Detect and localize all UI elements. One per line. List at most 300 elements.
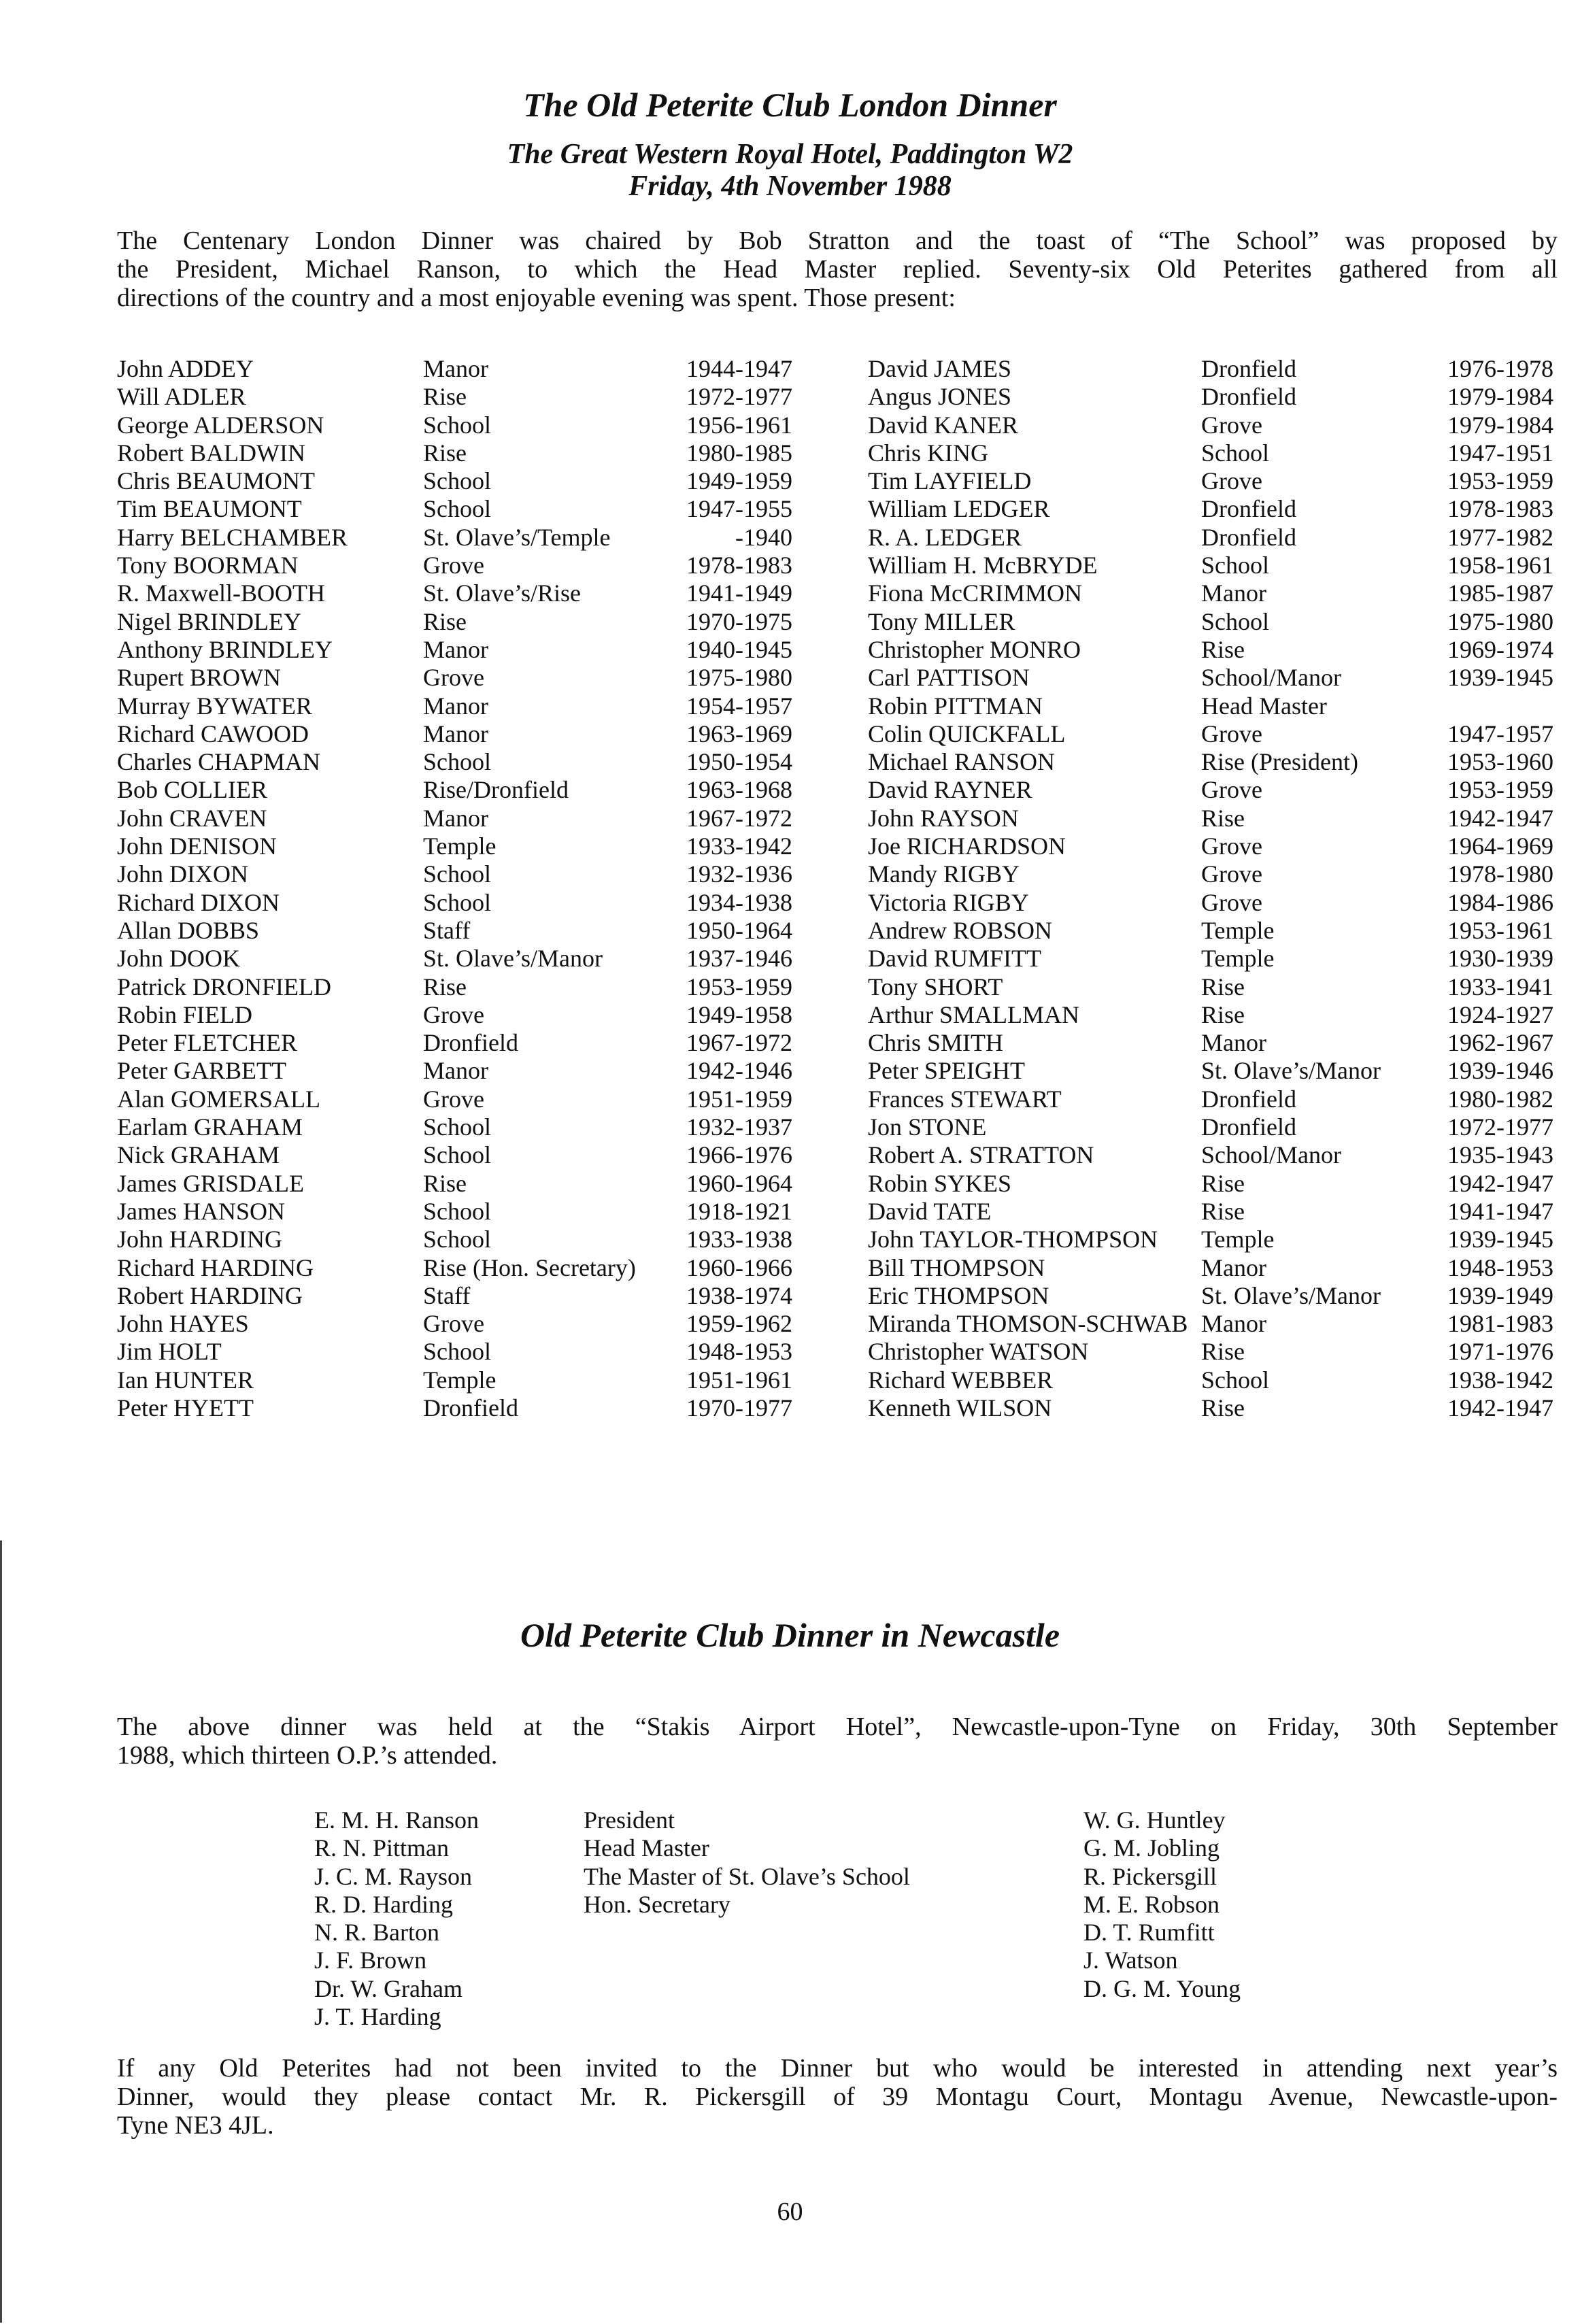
attendee-years: 1950-1964: [686, 916, 792, 944]
attendee-name: Peter HYETT: [117, 1394, 254, 1421]
attendee-years: 1941-1947: [1447, 1197, 1553, 1225]
attendee-name: Andrew ROBSON: [868, 916, 1053, 944]
newcastle-names-right: [1083, 1806, 1241, 2003]
attendee-row: [868, 1001, 1553, 1029]
attendee-house: Rise: [1201, 1394, 1245, 1421]
attendee-list-left: [117, 355, 792, 1422]
attendee-name: J. F. Brown: [314, 1947, 427, 1974]
attendee-name: G. M. Jobling: [1083, 1834, 1220, 1862]
attendee-name: Eric THOMPSON: [868, 1281, 1049, 1309]
attendee-years: 1933-1938: [686, 1226, 792, 1253]
attendee-years: 1947-1955: [686, 495, 792, 523]
attendee-name: David TATE: [868, 1197, 992, 1225]
attendee-years: 1972-1977: [686, 383, 792, 411]
attendee-name: David KANER: [868, 411, 1018, 439]
attendee-years: 1950-1954: [686, 748, 792, 776]
attendee-years: -1940: [735, 523, 792, 551]
attendee-house: Dronfield: [1201, 383, 1296, 411]
attendee-house: Rise: [1201, 635, 1245, 663]
attendee-name: R. Maxwell-BOOTH: [117, 579, 325, 607]
attendee-row: [868, 664, 1553, 692]
attendee-house: School/Manor: [1201, 664, 1341, 692]
attendee-years: 1947-1951: [1447, 439, 1553, 467]
attendee-name: J. Watson: [1083, 1947, 1178, 1974]
closing-line: Tyne NE3 4JL.: [117, 2111, 274, 2140]
attendee-years: 1951-1959: [686, 1085, 792, 1113]
closing-line: If any Old Peterites had not been invited to the Dinner but who would be interested in attending next year’s: [117, 2054, 1558, 2083]
attendee-name: Will ADLER: [117, 383, 246, 411]
attendee-name: N. R. Barton: [314, 1919, 439, 1947]
attendee-years: 1980-1985: [686, 439, 792, 467]
attendee-years: 1969-1974: [1447, 635, 1553, 663]
london-dinner-intro: [117, 226, 1558, 312]
attendee-house: School: [1201, 607, 1270, 635]
attendee-name: Ian HUNTER: [117, 1366, 254, 1394]
attendee-name: Richard DIXON: [117, 888, 280, 916]
attendee-row: [117, 1198, 792, 1226]
attendee-years: 1953-1959: [686, 973, 792, 1000]
attendee-row: [868, 467, 1553, 495]
attendee-years: 1954-1957: [686, 692, 792, 720]
attendee-years: 1948-1953: [686, 1338, 792, 1366]
london-dinner-venue: The Great Western Royal Hotel, Paddington W2: [507, 139, 1073, 170]
attendee-name: Victoria RIGBY: [868, 888, 1029, 916]
attendee-name: Robert A. STRATTON: [868, 1141, 1094, 1169]
attendee-name: Carl PATTISON: [868, 664, 1030, 692]
attendee-row: [868, 832, 1553, 860]
attendee-name: Arthur SMALLMAN: [868, 1000, 1079, 1028]
attendee-house: Manor: [423, 635, 488, 663]
attendee-name: John DENISON: [117, 832, 278, 860]
attendee-years: 1967-1972: [686, 1029, 792, 1057]
attendee-name: Richard CAWOOD: [117, 720, 309, 747]
attendee-row: [868, 1170, 1553, 1198]
attendee-years: 1979-1984: [1447, 383, 1553, 411]
attendee-house: Rise: [423, 607, 467, 635]
attendee-house: Head Master: [1201, 692, 1327, 720]
attendee-name: Anthony BRINDLEY: [117, 635, 333, 663]
attendee-house: St. Olave’s/Temple: [423, 523, 611, 551]
attendee-name: John HARDING: [117, 1226, 282, 1253]
attendee-name: Robin SYKES: [868, 1169, 1012, 1197]
attendee-row: [117, 1057, 792, 1085]
attendee-years: 1935-1943: [1447, 1141, 1553, 1169]
attendee-house: School: [423, 495, 492, 523]
attendee-row: [117, 1113, 792, 1141]
attendee-years: 1979-1984: [1447, 411, 1553, 439]
attendee-name: Murray BYWATER: [117, 692, 312, 720]
attendee-years: 1960-1964: [686, 1169, 792, 1197]
attendee-years: 1962-1967: [1447, 1029, 1553, 1057]
attendee-name: Alan GOMERSALL: [117, 1085, 320, 1113]
attendee-house: Dronfield: [423, 1394, 518, 1421]
attendee-row: [117, 1338, 792, 1366]
attendee-row: [868, 1338, 1553, 1366]
attendee-years: 1939-1945: [1447, 664, 1553, 692]
attendee-row: [868, 973, 1553, 1001]
attendee-house: Grove: [423, 552, 484, 579]
attendee-house: Rise: [423, 1169, 467, 1197]
newcastle-names-left: [314, 1806, 479, 2031]
attendee-name: Fiona McCRIMMON: [868, 579, 1083, 607]
attendee-name: Jon STONE: [868, 1113, 987, 1141]
attendee-house: School/Manor: [1201, 1141, 1341, 1169]
attendee-name: Richard HARDING: [117, 1253, 314, 1281]
attendee-name: R. A. LEDGER: [868, 523, 1022, 551]
attendee-house: School: [423, 1338, 492, 1366]
attendee-name: Rupert BROWN: [117, 664, 281, 692]
attendee-row: [117, 355, 792, 383]
attendee-house: Rise: [1201, 1000, 1245, 1028]
attendee-name: Michael RANSON: [868, 748, 1055, 776]
attendee-years: 1930-1939: [1447, 945, 1553, 973]
attendee-house: Dronfield: [1201, 355, 1296, 382]
attendee-name: Christopher MONRO: [868, 635, 1081, 663]
attendee-row: [868, 860, 1553, 888]
attendee-house: Staff: [423, 1281, 471, 1309]
attendee-name: Angus JONES: [868, 383, 1012, 411]
attendee-house: Dronfield: [423, 1029, 518, 1057]
attendee-row: [117, 1085, 792, 1113]
attendee-name: George ALDERSON: [117, 411, 324, 439]
attendee-name: John DOOK: [117, 945, 241, 973]
attendee-row: [868, 1085, 1553, 1113]
attendee-years: 1967-1972: [686, 804, 792, 832]
attendee-row: [868, 1226, 1553, 1253]
attendee-row: [117, 411, 792, 439]
attendee-name: Tony MILLER: [868, 607, 1015, 635]
attendee-house: Rise: [423, 439, 467, 467]
attendee-years: 1964-1969: [1447, 832, 1553, 860]
attendee-name: R. D. Harding: [314, 1890, 453, 1918]
attendee-row: [868, 805, 1553, 832]
attendee-name: Frances STEWART: [868, 1085, 1062, 1113]
attendee-row: [117, 1394, 792, 1422]
attendee-house: Grove: [1201, 888, 1262, 916]
attendee-years: 1937-1946: [686, 945, 792, 973]
attendee-years: 1981-1983: [1447, 1310, 1553, 1338]
attendee-name: Joe RICHARDSON: [868, 832, 1066, 860]
attendee-name: Chris BEAUMONT: [117, 467, 316, 495]
attendee-name: John RAYSON: [868, 804, 1019, 832]
attendee-row: [868, 439, 1553, 467]
attendee-years: 1975-1980: [686, 664, 792, 692]
attendee-name: Tim BEAUMONT: [117, 495, 302, 523]
attendee-house: School: [423, 467, 492, 495]
attendee-row: [117, 1254, 792, 1282]
attendee-row: [117, 579, 792, 607]
attendee-row: [117, 664, 792, 692]
attendee-name: Colin QUICKFALL: [868, 720, 1066, 747]
newcastle-dinner-intro: [117, 1713, 1558, 1770]
attendee-years: 1939-1945: [1447, 1226, 1553, 1253]
attendee-house: School: [423, 1141, 492, 1169]
attendee-name: Chris KING: [868, 439, 988, 467]
attendee-house: Grove: [423, 1000, 484, 1028]
attendee-name: R. Pickersgill: [1083, 1862, 1217, 1890]
attendee-row: [868, 411, 1553, 439]
attendee-house: Manor: [1201, 579, 1266, 607]
attendee-house: Manor: [423, 804, 488, 832]
attendee-house: School: [1201, 1366, 1270, 1394]
attendee-row: [117, 720, 792, 748]
attendee-row: [117, 1310, 792, 1338]
attendee-name: W. G. Huntley: [1083, 1806, 1226, 1834]
attendee-name: Tony SHORT: [868, 973, 1003, 1000]
attendee-house: Rise (President): [1201, 748, 1358, 776]
attendee-name: J. T. Harding: [314, 2003, 441, 2031]
attendee-house: Grove: [1201, 832, 1262, 860]
attendee-house: Dronfield: [1201, 523, 1296, 551]
attendee-years: 1980-1982: [1447, 1085, 1553, 1113]
attendee-house: Dronfield: [1201, 1113, 1296, 1141]
attendee-name: James GRISDALE: [117, 1169, 304, 1197]
attendee-years: 1953-1959: [1447, 776, 1553, 804]
attendee-name: Christopher WATSON: [868, 1338, 1089, 1366]
attendee-house: Grove: [1201, 411, 1262, 439]
attendee-house: St. Olave’s/Manor: [1201, 1281, 1381, 1309]
london-dinner-title: The Old Peterite Club London Dinner: [523, 86, 1057, 124]
attendee-house: Grove: [1201, 776, 1262, 804]
attendee-house: School: [423, 748, 492, 776]
attendee-house: School: [423, 1113, 492, 1141]
attendee-house: St. Olave’s/Rise: [423, 579, 581, 607]
attendee-row: [117, 889, 792, 917]
attendee-row: [868, 1029, 1553, 1057]
attendee-years: 1975-1980: [1447, 607, 1553, 635]
attendee-house: Grove: [1201, 720, 1262, 747]
attendee-name: Allan DOBBS: [117, 916, 260, 944]
attendee-name: John CRAVEN: [117, 804, 267, 832]
attendee-house: Manor: [423, 692, 488, 720]
attendee-name: John TAYLOR-THOMPSON: [868, 1226, 1158, 1253]
attendee-house: Manor: [423, 355, 488, 382]
attendee-row: [868, 1394, 1553, 1422]
attendee-years: [1432, 692, 1553, 720]
attendee-years: 1918-1921: [686, 1197, 792, 1225]
attendee-house: Grove: [423, 1085, 484, 1113]
attendee-years: 1947-1957: [1447, 720, 1553, 747]
attendee-row: [868, 1366, 1553, 1394]
attendee-house: Manor: [423, 720, 488, 747]
attendee-house: Manor: [423, 1057, 488, 1085]
attendee-house: Rise (Hon. Secretary): [423, 1253, 636, 1281]
attendee-row: [117, 439, 792, 467]
attendee-years: 1956-1961: [686, 411, 792, 439]
attendee-row: [868, 945, 1553, 973]
attendee-row: [117, 860, 792, 888]
attendee-house: Manor: [1201, 1253, 1266, 1281]
newcastle-roles: [584, 1806, 910, 1919]
attendee-house: Rise: [423, 973, 467, 1000]
attendee-house: Temple: [1201, 1226, 1275, 1253]
attendee-years: 1939-1946: [1447, 1057, 1553, 1085]
attendee-row: [117, 945, 792, 973]
attendee-row: [117, 805, 792, 832]
attendee-name: M. E. Robson: [1083, 1890, 1220, 1918]
attendee-name: Peter SPEIGHT: [868, 1057, 1025, 1085]
attendee-name: Tim LAYFIELD: [868, 467, 1032, 495]
attendee-name: Jim HOLT: [117, 1338, 222, 1366]
attendee-row: [868, 355, 1553, 383]
attendee-name: Harry BELCHAMBER: [117, 523, 348, 551]
attendee-role: Head Master: [584, 1834, 709, 1862]
attendee-row: [868, 1310, 1553, 1338]
attendee-name: William LEDGER: [868, 495, 1050, 523]
attendee-row: [117, 1366, 792, 1394]
attendee-years: 1942-1947: [1447, 1394, 1553, 1421]
attendee-name: Tony BOORMAN: [117, 552, 299, 579]
attendee-house: Rise/Dronfield: [423, 776, 569, 804]
attendee-years: 1984-1986: [1447, 888, 1553, 916]
page-number: 60: [777, 2197, 803, 2226]
attendee-house: School: [1201, 552, 1270, 579]
attendee-years: 1933-1942: [686, 832, 792, 860]
attendee-name: Robert HARDING: [117, 1281, 303, 1309]
attendee-years: 1972-1977: [1447, 1113, 1553, 1141]
attendee-row: [868, 776, 1553, 804]
attendee-name: David JAMES: [868, 355, 1012, 382]
attendee-row: [117, 917, 792, 945]
attendee-name: Dr. W. Graham: [314, 1974, 463, 2002]
attendee-years: 1948-1953: [1447, 1253, 1553, 1281]
attendee-role: Hon. Secretary: [584, 1890, 730, 1918]
attendee-house: Grove: [423, 664, 484, 692]
attendee-years: 1960-1966: [686, 1253, 792, 1281]
attendee-name: Chris SMITH: [868, 1029, 1004, 1057]
attendee-row: [117, 692, 792, 720]
attendee-row: [117, 1001, 792, 1029]
attendee-role: The Master of St. Olave’s School: [584, 1862, 910, 1890]
attendee-house: Grove: [1201, 860, 1262, 888]
attendee-row: [117, 1029, 792, 1057]
attendee-name: William H. McBRYDE: [868, 552, 1098, 579]
attendee-name: John ADDEY: [117, 355, 254, 382]
attendee-row: [117, 495, 792, 523]
attendee-house: Temple: [423, 1366, 497, 1394]
attendee-years: 1942-1946: [686, 1057, 792, 1085]
attendee-years: 1970-1975: [686, 607, 792, 635]
attendee-years: 1944-1947: [686, 355, 792, 382]
attendee-row: [868, 720, 1553, 748]
attendee-house: Rise: [1201, 1338, 1245, 1366]
attendee-row: [117, 608, 792, 636]
attendee-years: 1942-1947: [1447, 804, 1553, 832]
newcastle-dinner-title: Old Peterite Club Dinner in Newcastle: [520, 1616, 1060, 1654]
attendee-house: Dronfield: [1201, 1085, 1296, 1113]
attendee-house: St. Olave’s/Manor: [1201, 1057, 1381, 1085]
attendee-row: [117, 1170, 792, 1198]
attendee-name: John DIXON: [117, 860, 248, 888]
attendee-name: John HAYES: [117, 1310, 249, 1338]
attendee-row: [868, 579, 1553, 607]
attendee-row: [117, 1226, 792, 1253]
attendee-row: [868, 552, 1553, 579]
attendee-years: 1924-1927: [1447, 1000, 1553, 1028]
attendee-name: Mandy RIGBY: [868, 860, 1020, 888]
attendee-name: Peter GARBETT: [117, 1057, 286, 1085]
attendee-years: 1966-1976: [686, 1141, 792, 1169]
attendee-row: [868, 1254, 1553, 1282]
attendee-years: 1978-1980: [1447, 860, 1553, 888]
attendee-row: [117, 748, 792, 776]
attendee-house: Rise: [1201, 973, 1245, 1000]
attendee-name: Kenneth WILSON: [868, 1394, 1052, 1421]
attendee-row: [117, 1141, 792, 1169]
attendee-house: School: [1201, 439, 1270, 467]
intro-line: The above dinner was held at the “Stakis Airport Hotel”, Newcastle-upon-Tyne on Friday, 30th September: [117, 1713, 1558, 1741]
attendee-years: 1953-1961: [1447, 916, 1553, 944]
attendee-row: [117, 973, 792, 1001]
scan-margin-line: [0, 1540, 2, 2323]
attendee-years: 1951-1961: [686, 1366, 792, 1394]
attendee-row: [868, 1057, 1553, 1085]
attendee-house: Grove: [1201, 467, 1262, 495]
attendee-house: School: [423, 1197, 492, 1225]
attendee-house: Dronfield: [1201, 495, 1296, 523]
attendee-years: 1985-1987: [1447, 579, 1553, 607]
attendee-years: 1978-1983: [1447, 495, 1553, 523]
attendee-years: 1938-1942: [1447, 1366, 1553, 1394]
attendee-row: [117, 636, 792, 664]
attendee-row: [868, 636, 1553, 664]
attendee-row: [868, 748, 1553, 776]
attendee-name: Nigel BRINDLEY: [117, 607, 301, 635]
attendee-house: Temple: [423, 832, 497, 860]
attendee-house: Grove: [423, 1310, 484, 1338]
attendee-row: [868, 889, 1553, 917]
attendee-years: 1963-1968: [686, 776, 792, 804]
attendee-name: Richard WEBBER: [868, 1366, 1054, 1394]
attendee-years: 1938-1974: [686, 1281, 792, 1309]
attendee-name: E. M. H. Ranson: [314, 1806, 479, 1834]
attendee-name: Charles CHAPMAN: [117, 748, 321, 776]
attendee-house: Rise: [1201, 1169, 1245, 1197]
closing-line: Dinner, would they please contact Mr. R. Pickersgill of 39 Montagu Court, Montagu Avenue, Newcastle-upon-: [117, 2083, 1558, 2111]
attendee-row: [117, 524, 792, 552]
intro-line: the President, Michael Ranson, to which the Head Master replied. Seventy-six Old Peterites gathered from all: [117, 255, 1558, 284]
attendee-name: Patrick DRONFIELD: [117, 973, 331, 1000]
attendee-name: Robin FIELD: [117, 1000, 253, 1028]
attendee-years: 1958-1961: [1447, 552, 1553, 579]
attendee-name: Miranda THOMSON-SCHWAB: [868, 1310, 1188, 1338]
attendee-years: 1953-1959: [1447, 467, 1553, 495]
attendee-name: Robin PITTMAN: [868, 692, 1043, 720]
attendee-row: [117, 467, 792, 495]
attendee-row: [868, 608, 1553, 636]
attendee-years: 1953-1960: [1447, 748, 1553, 776]
attendee-years: 1939-1949: [1447, 1281, 1553, 1309]
attendee-years: 1949-1958: [686, 1000, 792, 1028]
attendee-years: 1978-1983: [686, 552, 792, 579]
attendee-role: President: [584, 1806, 675, 1834]
attendee-house: School: [423, 888, 492, 916]
attendee-name: Peter FLETCHER: [117, 1029, 297, 1057]
attendee-row: [868, 1141, 1553, 1169]
intro-line: directions of the country and a most enjoyable evening was spent. Those present:: [117, 284, 956, 312]
attendee-house: Rise: [1201, 804, 1245, 832]
intro-line: The Centenary London Dinner was chaired by Bob Stratton and the toast of “The School” was proposed by: [117, 226, 1558, 255]
attendee-row: [868, 1282, 1553, 1310]
attendee-years: 1934-1938: [686, 888, 792, 916]
attendee-row: [868, 692, 1553, 720]
attendee-years: 1940-1945: [686, 635, 792, 663]
attendee-years: 1932-1937: [686, 1113, 792, 1141]
attendee-years: 1942-1947: [1447, 1169, 1553, 1197]
attendee-house: Temple: [1201, 945, 1275, 973]
attendee-name: David RAYNER: [868, 776, 1032, 804]
attendee-years: 1971-1976: [1447, 1338, 1553, 1366]
